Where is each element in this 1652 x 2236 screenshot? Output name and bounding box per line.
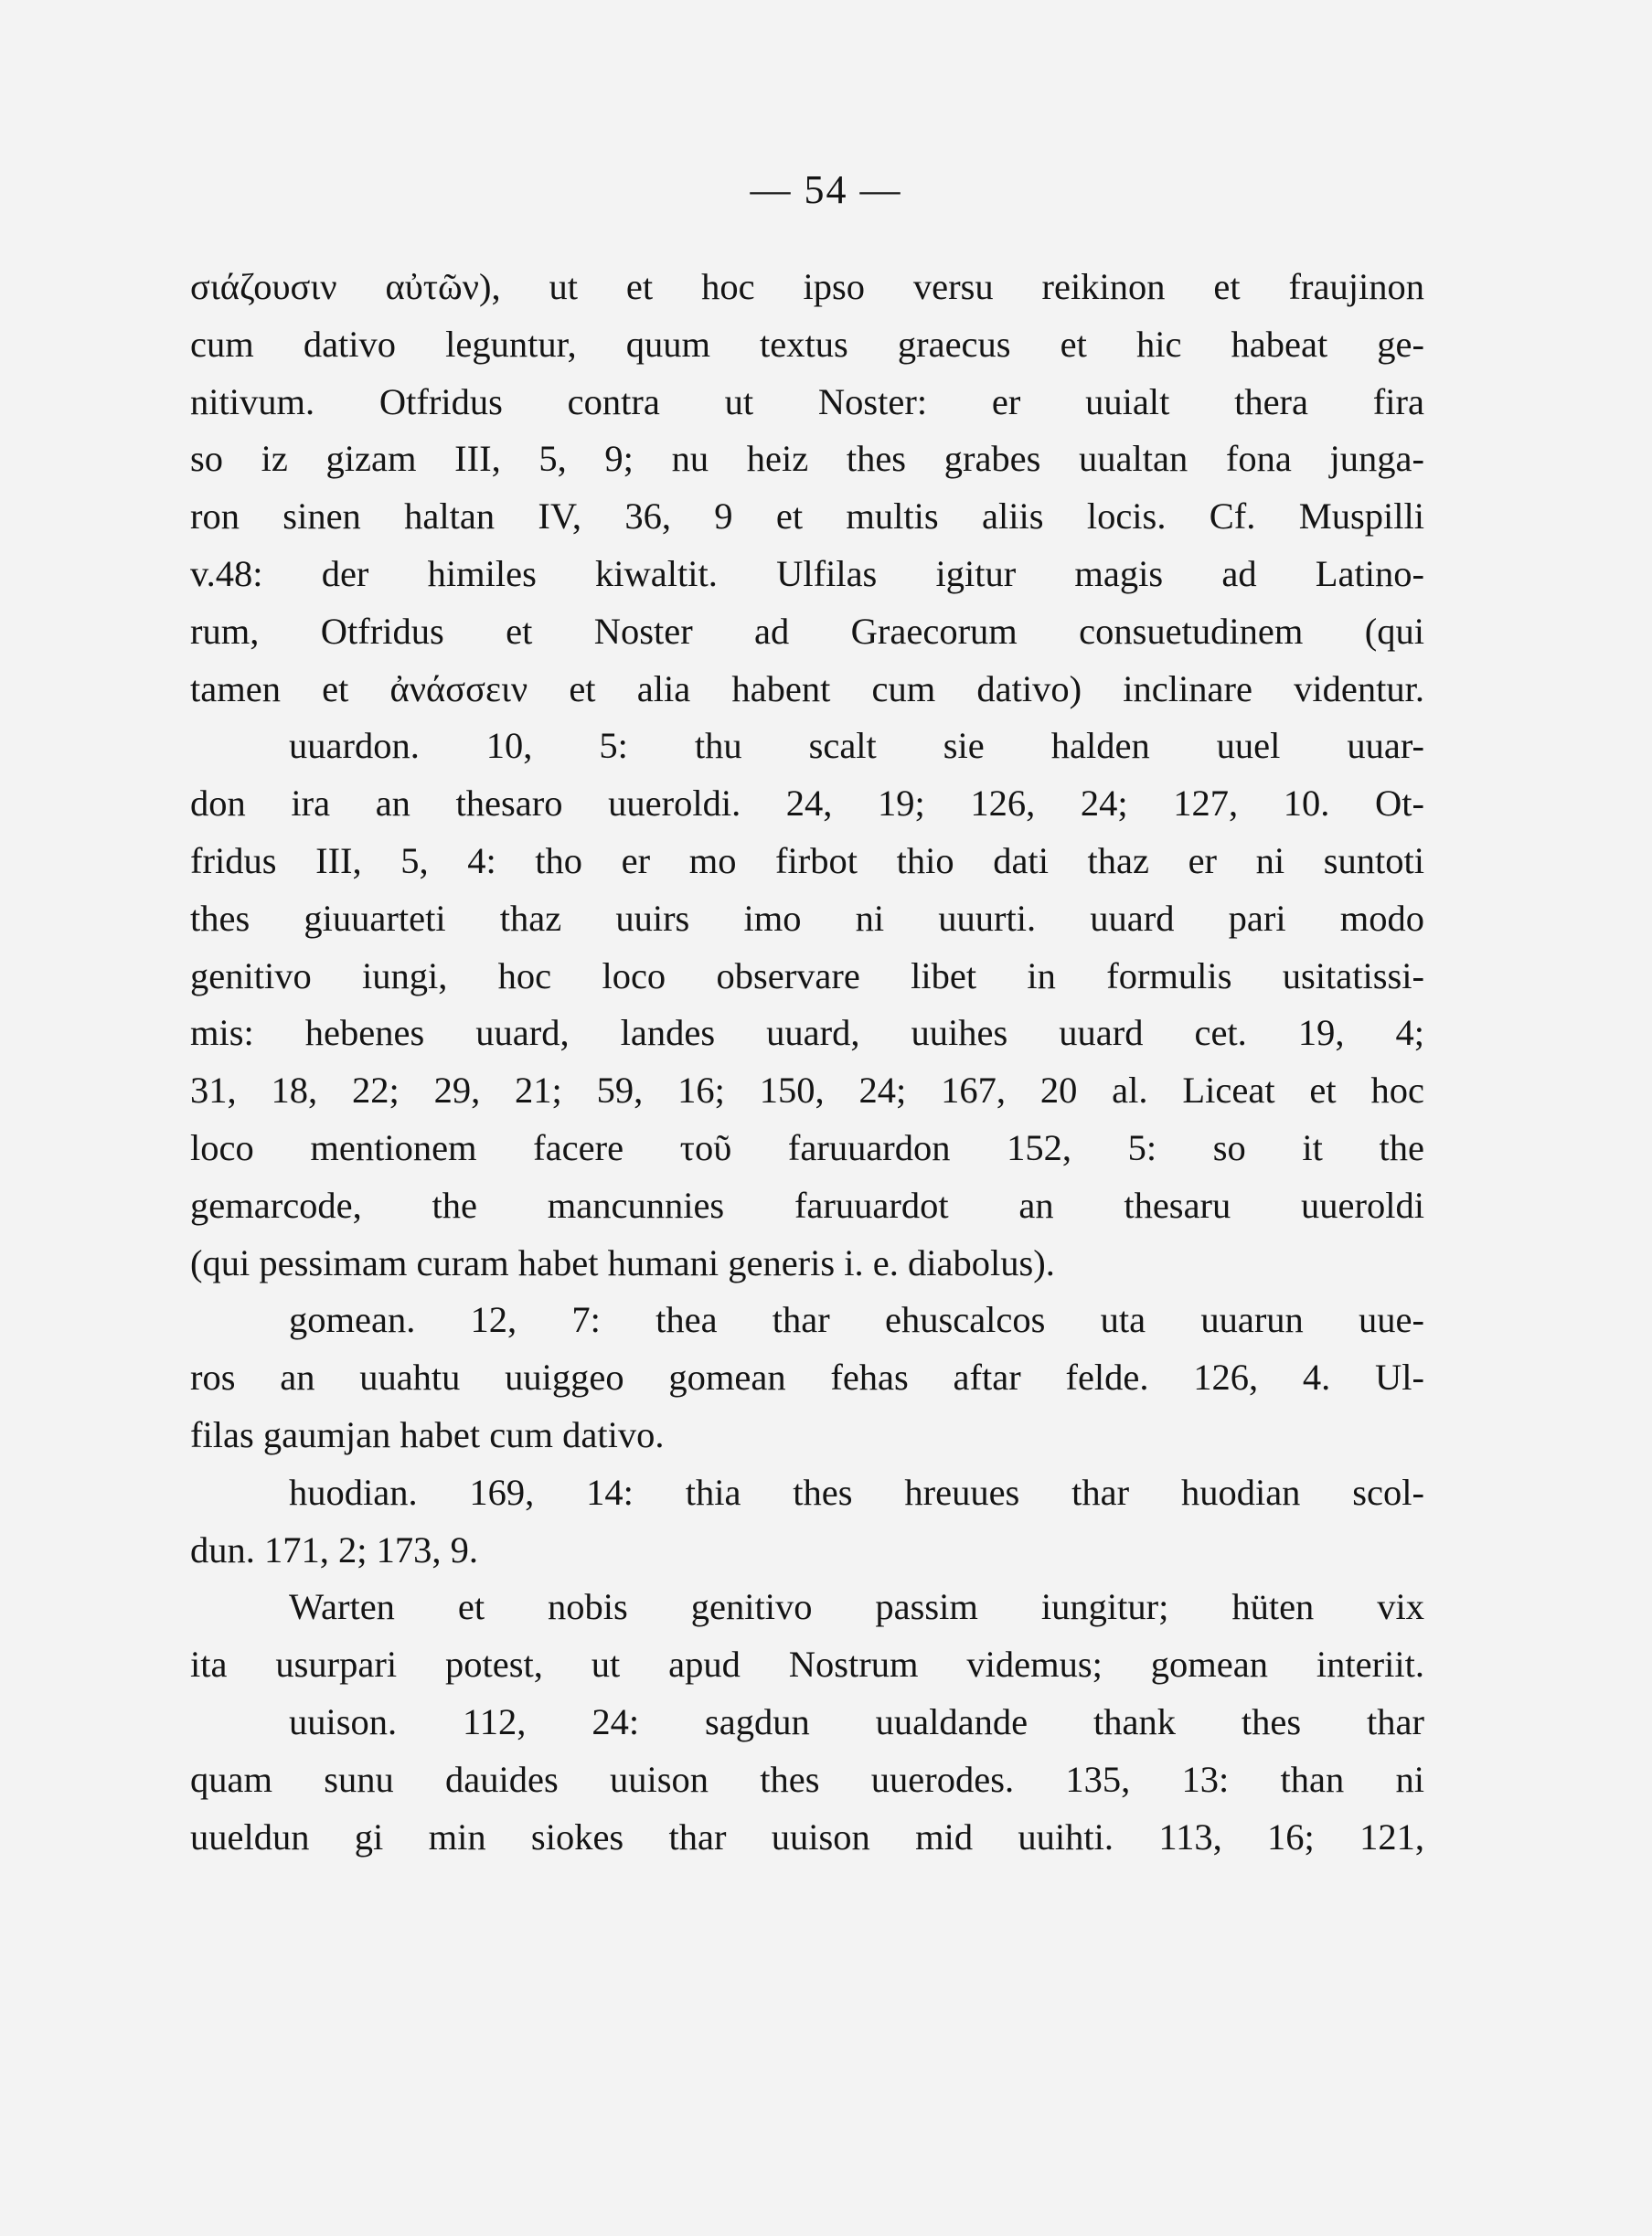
text-line: loco mentionem facere τοῦ faruuardon 152, 5: so it the [190, 1126, 1424, 1168]
text-line: tamen et ἀνάσσειν et alia habent cum dativo) inclinare videntur. [190, 667, 1424, 709]
text-line: v.48: der himiles kiwaltit. Ulfilas igitur magis ad Latino- [190, 552, 1424, 594]
text-line: ron sinen haltan IV, 36, 9 et multis aliis locis. Cf. Muspilli [190, 495, 1424, 538]
text-line: fridus III, 5, 4: tho er mo firbot thio dati thaz er ni suntoti [190, 839, 1424, 881]
text-line: don ira an thesaro uueroldi. 24, 19; 126, 24; 127, 10. Ot- [190, 783, 1424, 825]
page-number: — 54 — [750, 167, 902, 212]
text-line: uueldun gi min siokes thar uuison mid uuihti. 113, 16; 121, [190, 1815, 1424, 1858]
text-line: cum dativo leguntur, quum textus graecus et hic habeat ge- [190, 323, 1424, 365]
text-line: quam sunu dauides uuison thes uuerodes. 135, 13: than ni [190, 1758, 1424, 1800]
text-line: so iz gizam III, 5, 9; nu heiz thes grabes uualtan fona junga- [190, 438, 1424, 480]
text-line: mis: hebenes uuard, landes uuard, uuihes uuard cet. 19, 4; [190, 1012, 1424, 1054]
text-line: σιάζουσιν αὐτῶν), ut et hoc ipso versu reikinon et fraujinon [190, 266, 1424, 307]
text-line: 31, 18, 22; 29, 21; 59, 16; 150, 24; 167, 20 al. Liceat et hoc [190, 1070, 1424, 1112]
text-line: ros an uuahtu uuiggeo gomean fehas aftar felde. 126, 4. Ul- [190, 1357, 1424, 1399]
text-line: nitivum. Otfridus contra ut Noster: er uuialt thera fira [190, 380, 1424, 422]
text-line: Warten et nobis genitivo passim iungitur; hüten vix [289, 1586, 1424, 1628]
text-line: dun. 171, 2; 173, 9. [190, 1528, 479, 1571]
text-line: (qui pessimam curam habet humani generis i. e. diabolus). [190, 1241, 1055, 1283]
text-line: uuardon. 10, 5: thu scalt sie halden uuel uuar- [289, 725, 1424, 767]
text-line: ita usurpari potest, ut apud Nostrum videmus; gomean interiit. [190, 1644, 1424, 1686]
text-line: genitivo iungi, hoc loco observare libet in formulis usitatissi- [190, 954, 1424, 996]
text-line: rum, Otfridus et Noster ad Graecorum consuetudinem (qui [190, 610, 1424, 652]
text-line: gemarcode, the mancunnies faruuardot an thesaru uueroldi [190, 1184, 1424, 1226]
text-line: filas gaumjan habet cum dativo. [190, 1413, 665, 1455]
text-line: gomean. 12, 7: thea thar ehuscalcos uta uuarun uue- [289, 1299, 1424, 1341]
text-line: huodian. 169, 14: thia thes hreuues thar huodian scol- [289, 1471, 1424, 1513]
text-line: uuison. 112, 24: sagdun uualdande thank thes thar [289, 1700, 1424, 1742]
body-text [190, 259, 1424, 1866]
text-line: thes giuuarteti thaz uuirs imo ni uuurti. uuard pari modo [190, 897, 1424, 939]
